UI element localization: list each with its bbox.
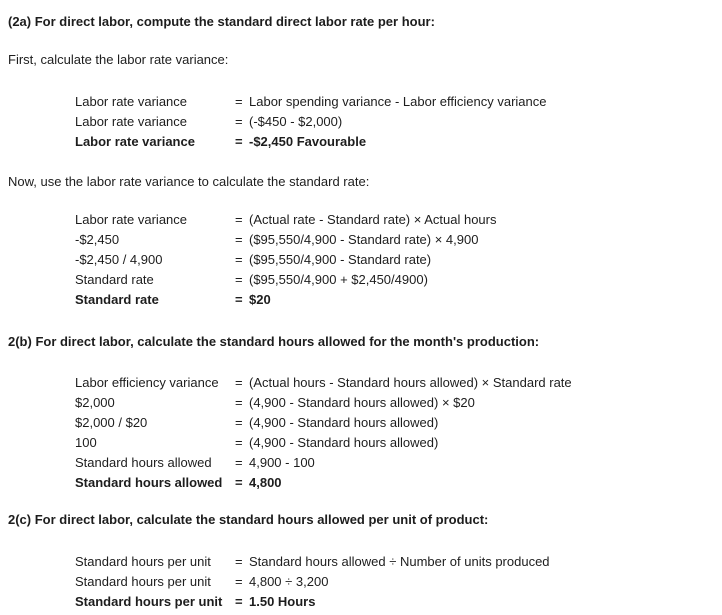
equals-sign: = bbox=[235, 375, 243, 390]
equals-sign: = bbox=[235, 455, 243, 470]
calc-row bbox=[75, 393, 706, 413]
intro-paragraph-2: Now, use the labor rate variance to calculate the standard rate: bbox=[8, 174, 370, 189]
calc-result-row bbox=[75, 592, 706, 612]
equals-sign: = bbox=[235, 435, 243, 450]
equals-sign: = bbox=[235, 554, 243, 569]
equals-sign: = bbox=[235, 475, 243, 490]
calc-expression: Standard hours allowed ÷ Number of units produced bbox=[249, 554, 550, 569]
calc-expression: $20 bbox=[249, 292, 271, 307]
calc-row bbox=[75, 230, 706, 250]
equals-sign: = bbox=[235, 94, 243, 109]
calc-row bbox=[75, 250, 706, 270]
calc-expression: 4,800 ÷ 3,200 bbox=[249, 574, 329, 589]
calc-expression: ($95,550/4,900 + $2,450/4900) bbox=[249, 272, 428, 287]
calc-label: Standard hours per unit bbox=[75, 594, 223, 609]
calc-expression: (-$450 - $2,000) bbox=[249, 114, 343, 129]
calc-expression: -$2,450 Favourable bbox=[249, 134, 367, 149]
equals-sign: = bbox=[235, 232, 243, 247]
standard-rate-table bbox=[75, 210, 706, 310]
equals-sign: = bbox=[235, 395, 243, 410]
equals-sign: = bbox=[235, 212, 243, 227]
calc-label: Labor rate variance bbox=[75, 212, 188, 227]
calc-row bbox=[75, 112, 706, 132]
equals-sign: = bbox=[235, 292, 243, 307]
standard-hours-allowed-table bbox=[75, 373, 706, 493]
calc-expression: 4,900 - 100 bbox=[249, 455, 315, 470]
calc-row bbox=[75, 413, 706, 433]
calc-expression: (Actual rate - Standard rate) × Actual hours bbox=[249, 212, 497, 227]
standard-hours-per-unit-table bbox=[75, 552, 706, 612]
equals-sign: = bbox=[235, 134, 243, 149]
calc-result-row bbox=[75, 132, 706, 152]
calc-expression: ($95,550/4,900 - Standard rate) bbox=[249, 252, 432, 267]
calc-expression: 1.50 Hours bbox=[249, 594, 316, 609]
calc-label: 100 bbox=[75, 435, 97, 450]
calc-label: Labor efficiency variance bbox=[75, 375, 219, 390]
equals-sign: = bbox=[235, 272, 243, 287]
calc-result-row bbox=[75, 290, 706, 310]
calc-label: $2,000 bbox=[75, 395, 115, 410]
calc-result-row bbox=[75, 473, 706, 493]
calc-row bbox=[75, 373, 706, 393]
calc-expression: (Actual hours - Standard hours allowed) × Standard rate bbox=[249, 375, 572, 390]
calc-label: Standard rate bbox=[75, 272, 154, 287]
calc-label: -$2,450 / 4,900 bbox=[75, 252, 163, 267]
calc-row bbox=[75, 270, 706, 290]
calc-row bbox=[75, 552, 706, 572]
section-2c-heading: 2(c) For direct labor, calculate the standard hours allowed per unit of product: bbox=[8, 512, 489, 527]
calc-label: -$2,450 bbox=[75, 232, 120, 247]
section-2b-heading: 2(b) For direct labor, calculate the standard hours allowed for the month's production: bbox=[8, 334, 540, 349]
calc-row bbox=[75, 453, 706, 473]
equals-sign: = bbox=[235, 252, 243, 267]
labor-rate-variance-table bbox=[75, 92, 706, 152]
calc-row bbox=[75, 433, 706, 453]
equals-sign: = bbox=[235, 415, 243, 430]
calc-expression: 4,800 bbox=[249, 475, 282, 490]
calc-label: Labor rate variance bbox=[75, 134, 195, 149]
equals-sign: = bbox=[235, 574, 243, 589]
calc-expression: ($95,550/4,900 - Standard rate) × 4,900 bbox=[249, 232, 479, 247]
calc-label: Standard hours allowed bbox=[75, 475, 223, 490]
calc-label: Labor rate variance bbox=[75, 114, 188, 129]
equals-sign: = bbox=[235, 594, 243, 609]
calc-expression: (4,900 - Standard hours allowed) × $20 bbox=[249, 395, 475, 410]
calc-label: $2,000 / $20 bbox=[75, 415, 148, 430]
calc-label: Standard hours allowed bbox=[75, 455, 212, 470]
calc-label: Labor rate variance bbox=[75, 94, 188, 109]
calc-expression: (4,900 - Standard hours allowed) bbox=[249, 435, 439, 450]
calc-expression: (4,900 - Standard hours allowed) bbox=[249, 415, 439, 430]
calc-row bbox=[75, 210, 706, 230]
calc-label: Standard hours per unit bbox=[75, 574, 211, 589]
calc-label: Standard hours per unit bbox=[75, 554, 211, 569]
calc-row bbox=[75, 572, 706, 592]
calc-label: Standard rate bbox=[75, 292, 159, 307]
calc-row bbox=[75, 92, 706, 112]
calc-expression: Labor spending variance - Labor efficiency variance bbox=[249, 94, 547, 109]
intro-paragraph-1: First, calculate the labor rate variance: bbox=[8, 52, 229, 67]
equals-sign: = bbox=[235, 114, 243, 129]
section-2a-heading: (2a) For direct labor, compute the standard direct labor rate per hour: bbox=[8, 14, 435, 29]
